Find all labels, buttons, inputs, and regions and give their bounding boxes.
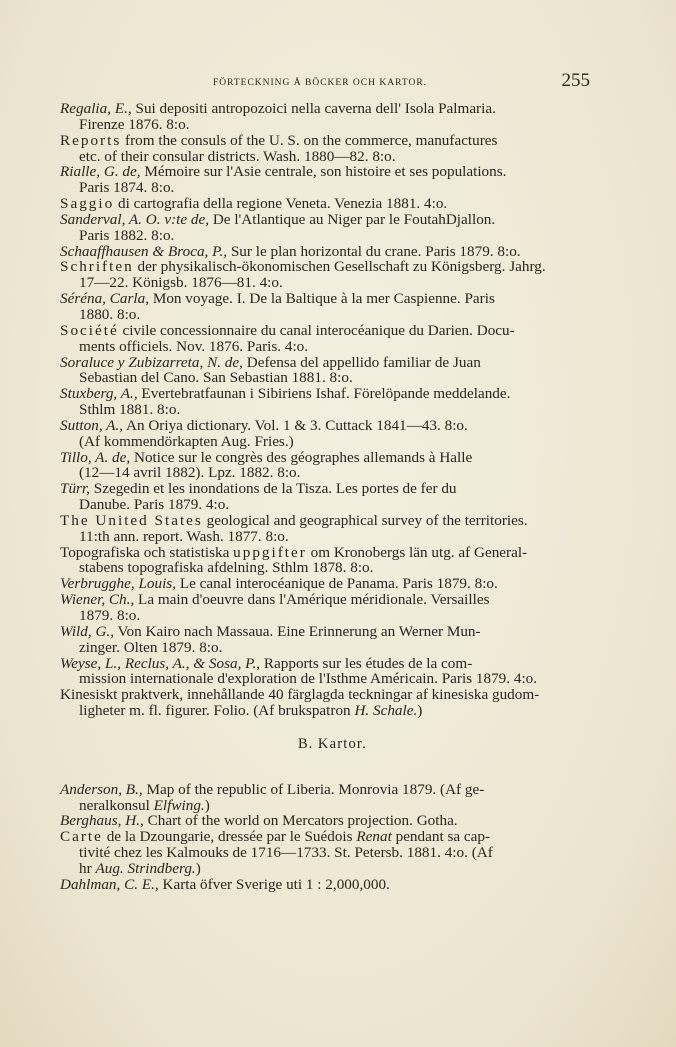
running-head: FÖRTECKNING Å BÖCKER OCH KARTOR. bbox=[212, 78, 428, 88]
entry-line bbox=[60, 164, 585, 180]
entry-line bbox=[60, 798, 585, 814]
entry-text: 11:th ann. report. Wash. 1877. 8:o. bbox=[79, 527, 289, 545]
entry-author: Sanderval, A. O. v:te de, bbox=[60, 210, 210, 228]
book-entry bbox=[60, 481, 585, 513]
entry-line bbox=[60, 529, 585, 545]
entry-author: Wild, G., bbox=[60, 622, 115, 640]
entry-line bbox=[60, 497, 585, 513]
entry-line bbox=[60, 813, 585, 829]
page-header bbox=[60, 66, 590, 92]
entry-text: Paris 1874. 8:o. bbox=[79, 179, 175, 197]
entry-text: ligheter m. fl. figurer. Folio. (Af brukspatron bbox=[79, 702, 355, 720]
entry-line bbox=[60, 608, 585, 624]
book-entry bbox=[60, 212, 585, 244]
entry-text: Mon voyage. I. De la Baltique à la mer Caspienne. Paris bbox=[149, 290, 495, 308]
entry-line bbox=[60, 133, 585, 149]
entry-text: pendant sa cap- bbox=[391, 828, 491, 846]
book-entry bbox=[60, 513, 585, 545]
book-entry bbox=[60, 101, 585, 133]
book-entry bbox=[60, 323, 585, 355]
entry-line bbox=[60, 624, 585, 640]
entry-text: Paris 1882. 8:o. bbox=[79, 226, 175, 244]
entry-text: Danube. Paris 1879. 4:o. bbox=[79, 496, 230, 514]
entry-text: Karta öfver Sverige uti 1 : 2,000,000. bbox=[158, 875, 390, 893]
entry-author: Tillo, A. de, bbox=[60, 448, 131, 466]
entry-text: uppgifter bbox=[233, 543, 307, 561]
entry-line bbox=[60, 845, 585, 861]
entry-line bbox=[60, 782, 585, 798]
entry-text: (Af kommendörkapten Aug. Fries.) bbox=[79, 432, 294, 450]
entry-author: Rialle, G. de, bbox=[60, 163, 141, 181]
entry-line bbox=[60, 560, 585, 576]
entry-author: Dahlman, C. E., bbox=[60, 875, 159, 893]
entry-line bbox=[60, 640, 585, 656]
entry-text: mission internationale d'exploration de l'Isthme Américain. Paris 1879. 4:o. bbox=[79, 670, 538, 688]
entry-line bbox=[60, 656, 585, 672]
entry-line bbox=[60, 291, 585, 307]
entry-text: zinger. Olten 1879. 8:o. bbox=[79, 638, 223, 656]
book-entry bbox=[60, 624, 585, 656]
entry-author: Weyse, L., Reclus, A., & Sosa, P., bbox=[60, 654, 261, 672]
entry-text: stabens topografiska afdelning. Sthlm 1878. 8:o. bbox=[79, 559, 374, 577]
section-heading-kartor bbox=[80, 737, 585, 753]
entry-text: 1880. 8:o. bbox=[79, 305, 141, 323]
book-entry bbox=[60, 244, 585, 260]
entry-text: de la Dzoungarie, dressée par le Suédois bbox=[102, 828, 357, 846]
entry-text: neralkonsul bbox=[79, 796, 154, 814]
maps-list bbox=[60, 782, 585, 893]
entry-text: Sui depositi antropozoici nella caverna dell' Isola Palmaria. bbox=[131, 100, 496, 117]
book-entry bbox=[60, 355, 585, 387]
entry-line bbox=[60, 323, 585, 339]
entry-text: Topografiska och statistiska bbox=[60, 543, 234, 561]
book-entry bbox=[60, 164, 585, 196]
entry-line bbox=[60, 450, 585, 466]
page-number: 255 bbox=[561, 70, 590, 91]
book-entry bbox=[60, 133, 585, 165]
entry-text: Szegedin et les inondations de la Tisza. Les portes de fer du bbox=[89, 480, 457, 498]
entry-text: geological and geographical survey of the territories. bbox=[202, 511, 528, 529]
entry-author: Séréna, Carla, bbox=[60, 290, 150, 308]
book-entry bbox=[60, 656, 585, 688]
entry-text: Kinesiskt praktverk, innehållande 40 färglagda teckningar af kinesiska gudom- bbox=[60, 686, 540, 704]
book-entry bbox=[60, 418, 585, 450]
entry-author: Soraluce y Zubizarreta, N. de, bbox=[60, 353, 243, 371]
entry-line bbox=[60, 307, 585, 323]
book-entry bbox=[60, 545, 585, 577]
entry-author: Aug. Strindberg. bbox=[95, 859, 196, 877]
entry-author: Stuxberg, A., bbox=[60, 385, 138, 403]
book-entry bbox=[60, 386, 585, 418]
entry-line bbox=[60, 465, 585, 481]
entry-author: Wiener, Ch., bbox=[60, 591, 135, 609]
entry-author: Anderson, B., bbox=[60, 780, 143, 798]
entry-line bbox=[60, 386, 585, 402]
entry-line bbox=[60, 370, 585, 386]
entry-text: Société bbox=[60, 321, 119, 339]
entry-text: 17—22. Königsb. 1876—81. 4:o. bbox=[79, 274, 283, 292]
entry-text: Sthlm 1881. 8:o. bbox=[79, 401, 181, 419]
entry-text: Schriften bbox=[60, 258, 134, 276]
entry-author: Verbrugghe, Louis, bbox=[60, 575, 177, 593]
book-entry bbox=[60, 259, 585, 291]
entry-line bbox=[60, 117, 585, 133]
entry-line bbox=[60, 180, 585, 196]
entry-line bbox=[60, 703, 585, 719]
book-entry bbox=[60, 291, 585, 323]
entry-text: Carte bbox=[60, 828, 103, 846]
entry-text: Von Kairo nach Massaua. Eine Erinnerung an Werner Mun- bbox=[114, 622, 481, 640]
entry-line bbox=[60, 829, 585, 845]
entry-line bbox=[60, 513, 585, 529]
book-entry bbox=[60, 576, 585, 592]
entry-text: etc. of their consular districts. Wash. 1880—82. 8:o. bbox=[79, 147, 396, 165]
entry-author: Elfwing. bbox=[153, 796, 205, 814]
entry-line bbox=[60, 481, 585, 497]
entry-line bbox=[60, 101, 585, 117]
entry-text: Sur le plan horizontal du crane. Paris 1879. 8:o. bbox=[227, 242, 521, 260]
entry-line bbox=[60, 418, 585, 434]
entry-line bbox=[60, 671, 585, 687]
entry-line bbox=[60, 545, 585, 561]
entry-text: ) bbox=[417, 702, 423, 720]
entry-line bbox=[60, 149, 585, 165]
entry-text: Reports bbox=[60, 131, 122, 149]
entry-line bbox=[60, 275, 585, 291]
entry-text: civile concessionnaire du canal interocéanique du Darien. Docu- bbox=[118, 321, 515, 339]
map-entry bbox=[60, 829, 585, 877]
entry-text: ) bbox=[204, 796, 210, 814]
entry-text: Mémoire sur l'Asie centrale, son histoire et ses populations. bbox=[140, 163, 507, 181]
entry-text: Chart of the world on Mercators projection. Gotha. bbox=[143, 812, 458, 830]
entry-text: An Oriya dictionary. Vol. 1 & 3. Cuttack 1841—43. 8:o. bbox=[123, 416, 468, 434]
entry-text: The United States bbox=[60, 511, 203, 529]
map-entry bbox=[60, 813, 585, 829]
book-entry bbox=[60, 592, 585, 624]
entry-line bbox=[60, 861, 585, 877]
entry-line bbox=[60, 196, 585, 212]
entry-line bbox=[60, 877, 585, 893]
entry-text: Saggio bbox=[60, 195, 115, 213]
entry-text: Map of the republic of Liberia. Monrovia 1879. (Af ge- bbox=[142, 780, 485, 798]
entry-text: ments officiels. Nov. 1876. Paris. 4:o. bbox=[79, 337, 309, 355]
entry-text: Le canal interocéanique de Panama. Paris 1879. 8:o. bbox=[176, 575, 498, 593]
entry-line bbox=[60, 355, 585, 371]
books-list bbox=[60, 101, 585, 719]
entry-text: Sebastian del Cano. San Sebastian 1881. 8:o. bbox=[79, 369, 353, 387]
entry-text: 1879. 8:o. bbox=[79, 607, 141, 624]
entry-text: La main d'oeuvre dans l'Amérique méridionale. Versailles bbox=[134, 591, 490, 609]
entry-text: Evertebratfaunan i Sibiriens Ishaf. Förelöpande meddelande. bbox=[137, 385, 511, 403]
entry-author: Regalia, E., bbox=[60, 100, 132, 117]
entry-line bbox=[60, 687, 585, 703]
entry-text: (12—14 avril 1882). Lpz. 1882. 8:o. bbox=[79, 464, 301, 482]
entry-text: ) bbox=[195, 859, 201, 877]
entry-author: Türr, bbox=[60, 480, 90, 498]
entry-text: di cartografia della regione Veneta. Venezia 1881. 4:o. bbox=[114, 195, 448, 213]
entry-text: om Kronobergs län utg. af General- bbox=[306, 543, 528, 561]
entry-line bbox=[60, 592, 585, 608]
map-entry bbox=[60, 877, 585, 893]
entry-line bbox=[60, 402, 585, 418]
section-title: Kartor. bbox=[317, 735, 367, 752]
entry-author: Sutton, A., bbox=[60, 416, 124, 434]
map-entry bbox=[60, 782, 585, 814]
entry-text: Firenze 1876. 8:o. bbox=[79, 115, 190, 133]
entry-text: from the consuls of the U. S. on the commerce, manufactures bbox=[121, 131, 498, 149]
section-label: B. bbox=[298, 735, 314, 752]
entry-text: tivité chez les Kalmouks de 1716—1733. St. Petersb. 1881. 4:o. (Af bbox=[79, 844, 493, 862]
entry-author: Berghaus, H., bbox=[60, 812, 144, 830]
entry-line bbox=[60, 576, 585, 592]
entry-text: Defensa del appellido familiar de Juan bbox=[242, 353, 481, 371]
page-body bbox=[60, 101, 585, 893]
entry-line bbox=[60, 212, 585, 228]
entry-line bbox=[60, 259, 585, 275]
entry-line bbox=[60, 434, 585, 450]
entry-author: Schaaffhausen & Broca, P., bbox=[60, 242, 228, 260]
entry-line bbox=[60, 228, 585, 244]
entry-line bbox=[60, 244, 585, 260]
entry-text: Notice sur le congrès des géographes allemands à Halle bbox=[130, 448, 473, 466]
entry-text: der physikalisch-ökonomischen Gesellschaft zu Königsberg. Jahrg. bbox=[133, 258, 546, 276]
entry-author: Renat bbox=[356, 828, 392, 846]
entry-text: De l'Atlantique au Niger par le FoutahDjallon. bbox=[209, 210, 496, 228]
entry-text: hr bbox=[79, 859, 96, 877]
entry-line bbox=[60, 339, 585, 355]
entry-text: Rapports sur les études de la com- bbox=[260, 654, 473, 672]
entry-author: H. Schale. bbox=[354, 702, 418, 720]
book-entry bbox=[60, 687, 585, 719]
book-entry bbox=[60, 196, 585, 212]
book-entry bbox=[60, 450, 585, 482]
